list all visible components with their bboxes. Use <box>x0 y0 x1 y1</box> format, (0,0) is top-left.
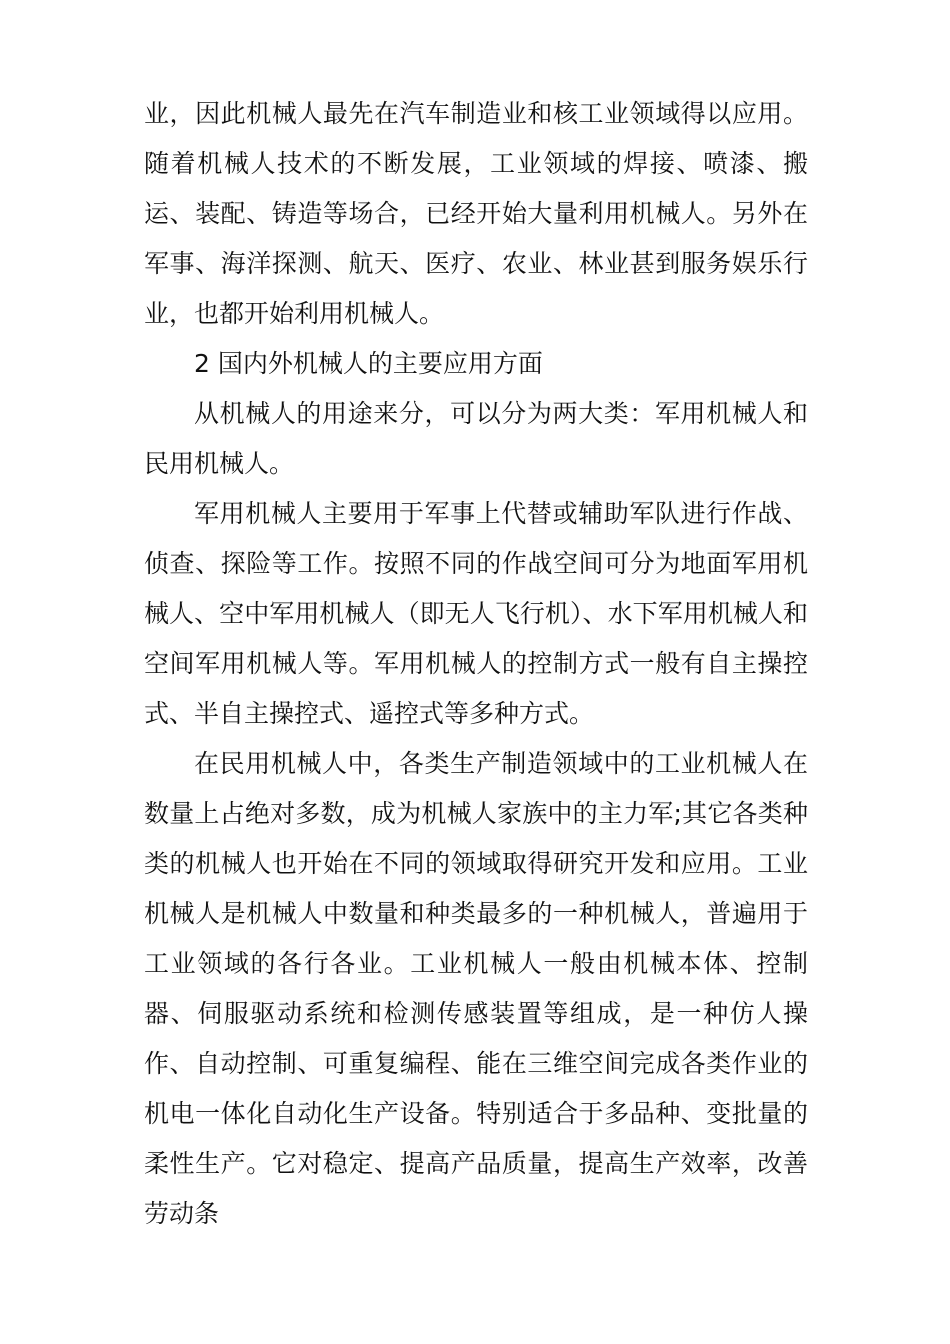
paragraph-military-robots: 军用机械人主要用于军事上代替或辅助军队进行作战、侦查、探险等工作。按照不同的作战空间可分为地面军用机械人、空中军用机械人（即无人飞行机）、水下军用机械人和空间军用机械人等。军用机械人的控制方式一般有自主操控式、半自主操控式、遥控式等多种方式。 <box>144 499 808 728</box>
document-body <box>144 89 808 1239</box>
paragraph-classification: 从机械人的用途来分，可以分为两大类：军用机械人和民用机械人。 <box>144 399 808 478</box>
section-heading: 2 国内外机械人的主要应用方面 <box>194 349 543 378</box>
paragraph-continuation: 业，因此机械人最先在汽车制造业和核工业领域得以应用。随着机械人技术的不断发展，工业领域的焊接、喷漆、搬运、装配、铸造等场合，已经开始大量利用机械人。另外在军事、海洋探测、航天、医疗、农业、林业甚到服务娱乐行业，也都开始利用机械人。 <box>144 99 808 328</box>
paragraph-civil-robots: 在民用机械人中，各类生产制造领域中的工业机械人在数量上占绝对多数，成为机械人家族中的主力军;其它各类种类的机械人也开始在不同的领域取得研究开发和应用。工业机械人是机械人中数量和种类最多的一种机械人，普遍用于工业领域的各行各业。工业机械人一般由机械本体、控制器、伺服驱动系统和检测传感装置等组成，是一种仿人操作、自动控制、可重复编程、能在三维空间完成各类作业的机电一体化自动化生产设备。特别适合于多品种、变批量的柔性生产。它对稳定、提高产品质量，提高生产效率，改善劳动条 <box>144 749 808 1228</box>
